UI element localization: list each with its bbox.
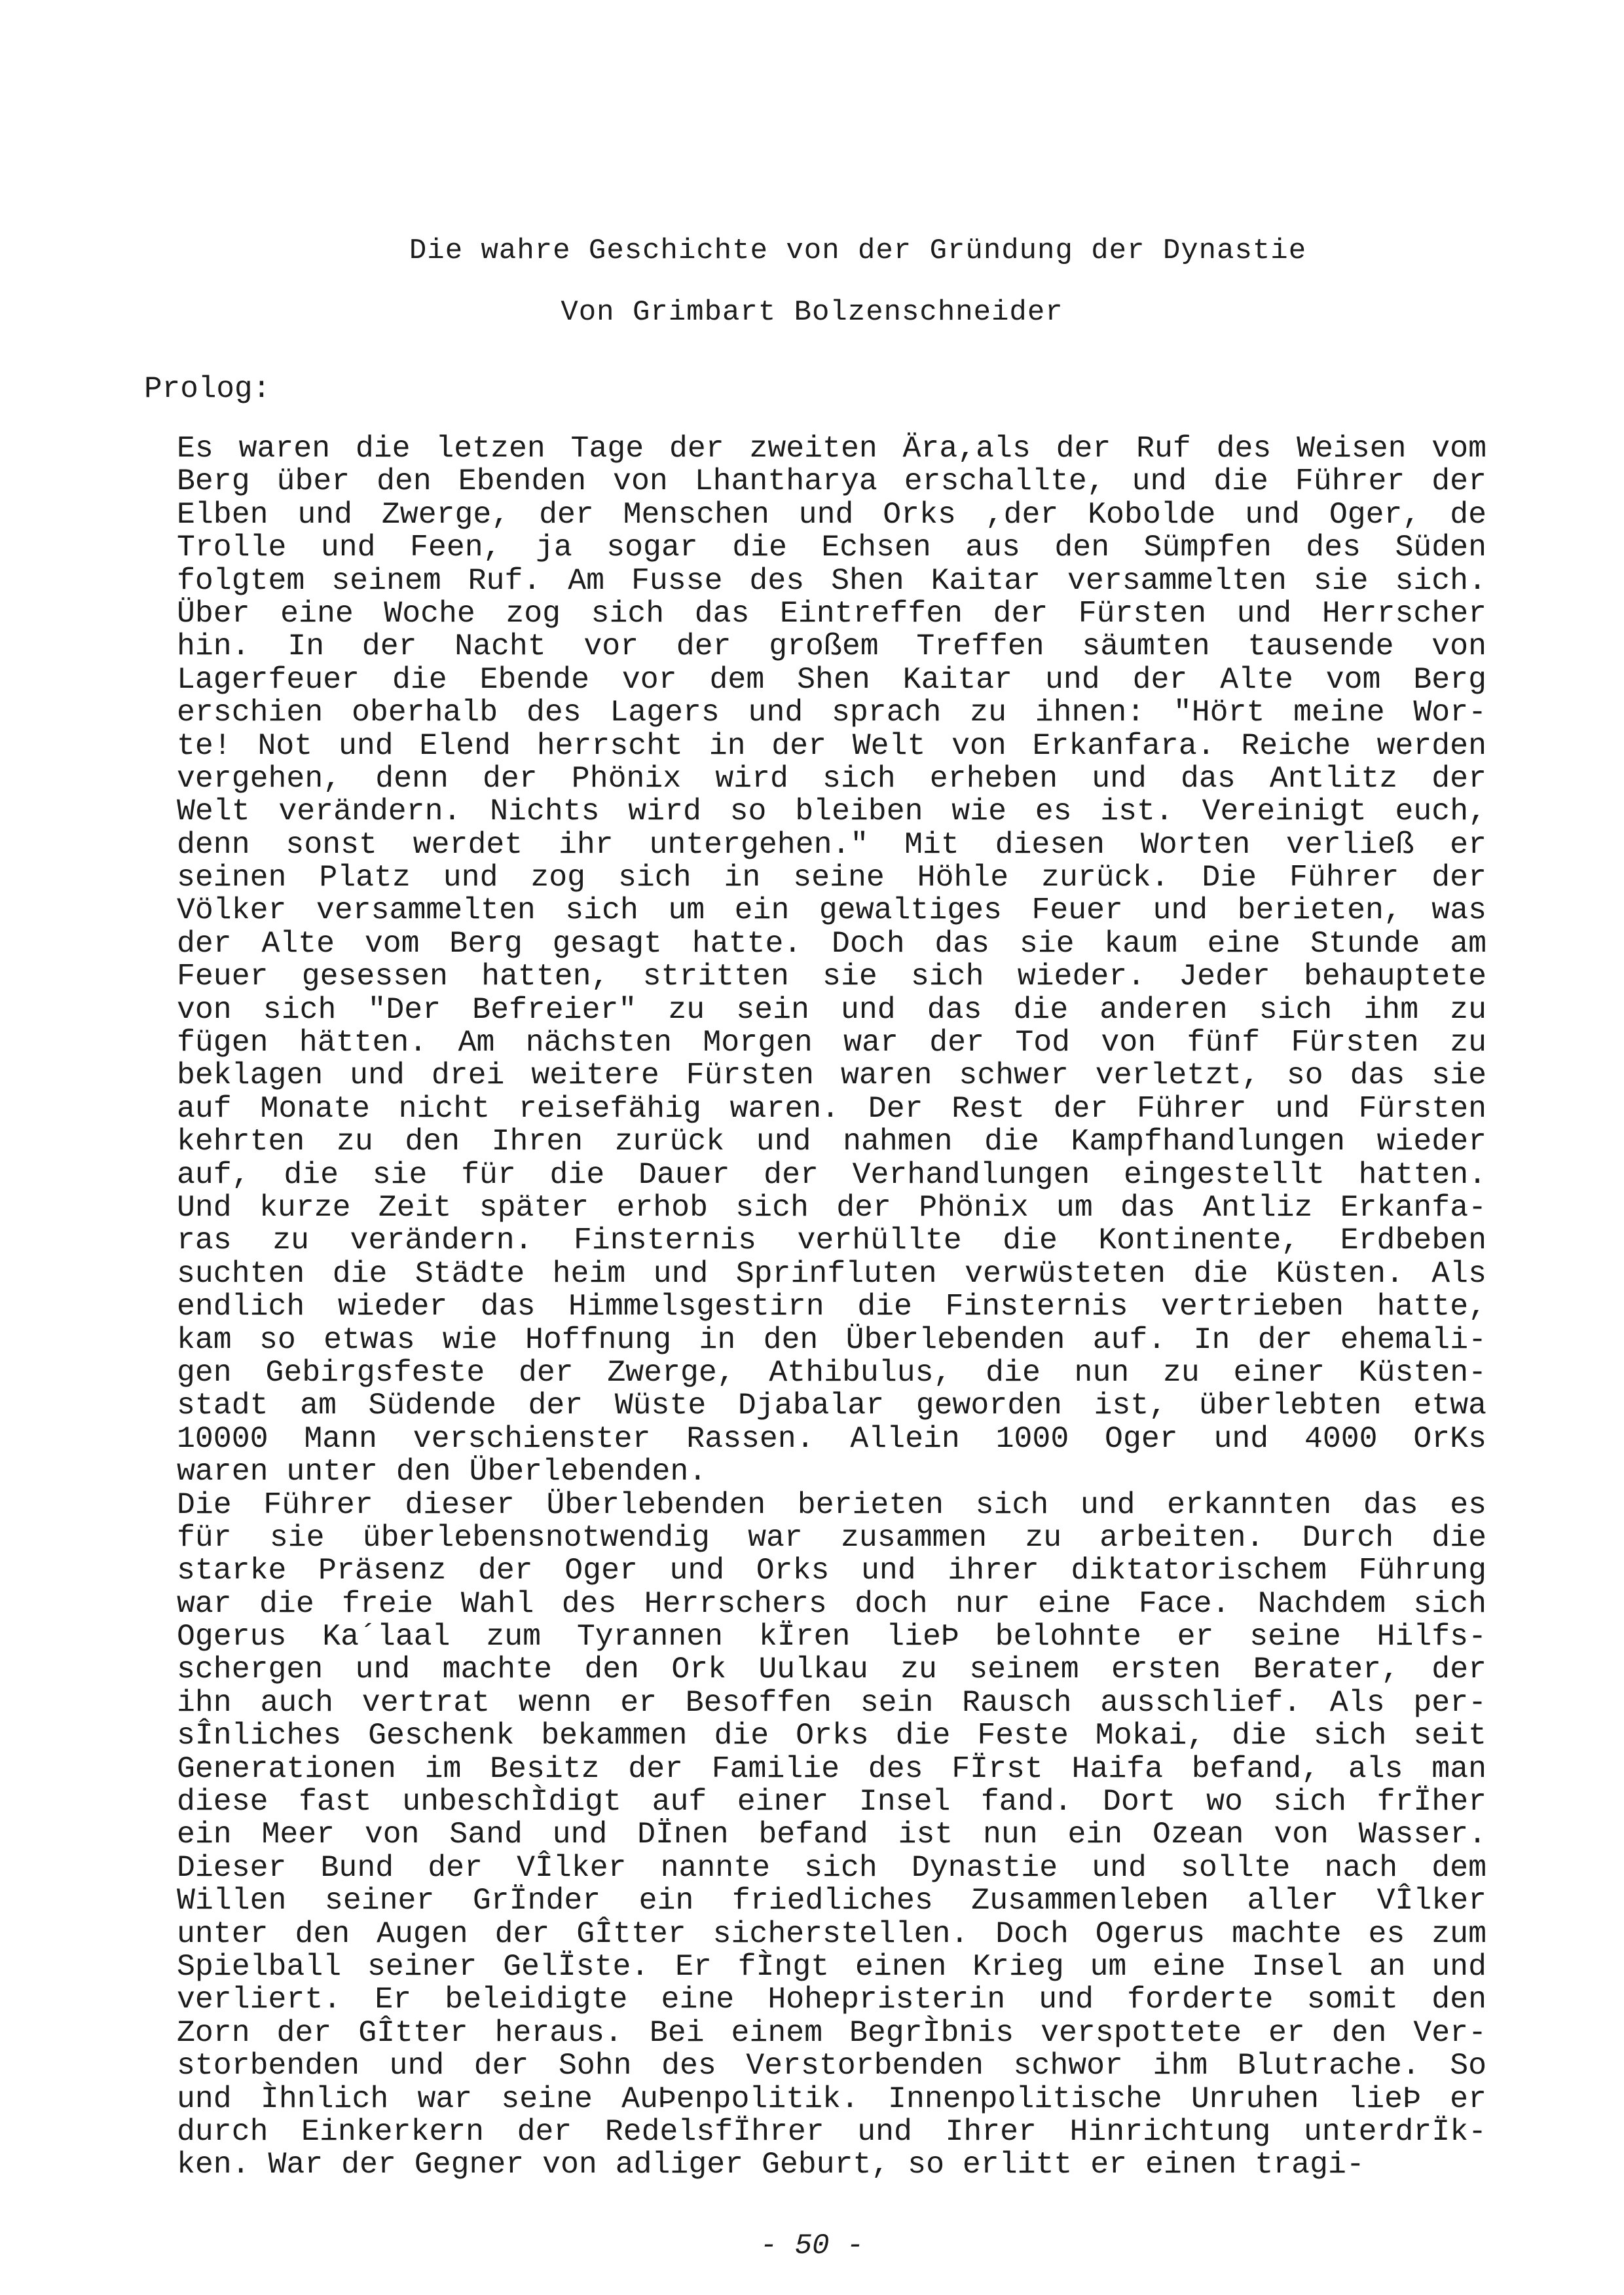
text-line: seinen Platz und zog sich in seine Höhle zurück. Die Führer der	[177, 860, 1486, 895]
text-line: stadt am Südende der Wüste Djabalar geworden ist, überlebten etwa	[177, 1388, 1486, 1423]
text-line: starke Präsenz der Oger und Orks und ihrer diktatorischem Führung	[177, 1553, 1486, 1588]
text-line: denn sonst werdet ihr untergehen." Mit diesen Worten verließ er	[177, 827, 1486, 862]
text-line: Dieser Bund der VÎlker nannte sich Dynastie und sollte nach dem	[177, 1850, 1486, 1885]
text-line: Zorn der GÎtter heraus. Bei einem BegrÌbnis verspottete er den Ver-	[177, 2015, 1486, 2050]
text-line: ihn auch vertrat wenn er Besoffen sein Rausch ausschlief. Als per-	[177, 1685, 1486, 1720]
body-text	[177, 432, 1486, 2182]
text-line: Lagerfeuer die Ebende vor dem Shen Kaitar und der Alte vom Berg	[177, 662, 1486, 697]
text-line: für sie überlebensnotwendig war zusammen zu arbeiten. Durch die	[177, 1520, 1486, 1555]
text-line: von sich "Der Befreier" zu sein und das die anderen sich ihm zu	[177, 992, 1486, 1027]
text-line: ken. War der Gegner von adliger Geburt, so erlitt er einen tragi-	[177, 2147, 1365, 2182]
text-line: endlich wieder das Himmelsgestirn die Finsternis vertrieben hatte,	[177, 1289, 1486, 1324]
text-line: vergehen, denn der Phönix wird sich erheben und das Antlitz der	[177, 760, 1486, 796]
text-line: te! Not und Elend herrscht in der Welt von Erkanfara. Reiche werden	[177, 728, 1486, 763]
page-number: - 50 -	[760, 2230, 864, 2262]
text-line: Über eine Woche zog sich das Eintreffen der Fürsten und Herrscher	[177, 595, 1486, 631]
document-author: Von Grimbart Bolzenschneider	[561, 296, 1063, 329]
text-line: beklagen und drei weitere Fürsten waren schwer verletzt, so das sie	[177, 1058, 1486, 1093]
text-line: Elben und Zwerge, der Menschen und Orks ,der Kobolde und Oger, de	[177, 496, 1486, 532]
text-line: Ogerus Ka´laal zum Tyrannen kÏren lieÞ belohnte er seine Hilfs-	[177, 1619, 1486, 1654]
text-line: Willen seiner GrÏnder ein friedliches Zusammenleben aller VÎlker	[177, 1883, 1486, 1918]
text-line: Berg über den Ebenden von Lhantharya erschallte, und die Führer der	[177, 464, 1486, 499]
text-line: schergen und machte den Ork Uulkau zu seinem ersten Berater, der	[177, 1652, 1486, 1687]
text-line: Generationen im Besitz der Familie des FÏrst Haifa befand, als man	[177, 1751, 1486, 1786]
text-line: unter den Augen der GÎtter sicherstellen. Doch Ogerus machte es zum	[177, 1916, 1486, 1951]
text-line: gen Gebirgsfeste der Zwerge, Athibulus, die nun zu einer Küsten-	[177, 1354, 1486, 1390]
text-line: Feuer gesessen hatten, stritten sie sich wieder. Jeder behauptete	[177, 959, 1486, 994]
text-line: kehrten zu den Ihren zurück und nahmen die Kampfhandlungen wieder	[177, 1124, 1486, 1159]
text-line: Spielball seiner GelÏste. Er fÌngt einen Krieg um eine Insel an und	[177, 1949, 1486, 1984]
text-line: durch Einkerkern der RedelsfÏhrer und Ihrer Hinrichtung unterdrÏk-	[177, 2114, 1486, 2149]
text-line: und Ìhnlich war seine AuÞenpolitik. Innenpolitische Unruhen lieÞ er	[177, 2081, 1486, 2116]
text-line: kam so etwas wie Hoffnung in den Überlebenden auf. In der ehemali-	[177, 1322, 1486, 1357]
text-line: folgtem seinem Ruf. Am Fusse des Shen Kaitar versammelten sie sich.	[177, 563, 1486, 598]
text-line: Die Führer dieser Überlebenden berieten sich und erkannten das es	[177, 1487, 1486, 1522]
text-line: fügen hätten. Am nächsten Morgen war der Tod von fünf Fürsten zu	[177, 1025, 1486, 1060]
text-line: Welt verändern. Nichts wird so bleiben wie es ist. Vereinigt euch,	[177, 794, 1486, 829]
text-line: storbenden und der Sohn des Verstorbenden schwor ihm Blutrache. So	[177, 2048, 1486, 2083]
text-line: verliert. Er beleidigte eine Hohepristerin und forderte somit den	[177, 1982, 1486, 2017]
text-line: 10000 Mann verschienster Rassen. Allein 1000 Oger und 4000 OrKs	[177, 1421, 1486, 1456]
text-line: ras zu verändern. Finsternis verhüllte die Kontinente, Erdbeben	[177, 1223, 1486, 1258]
text-line: suchten die Städte heim und Sprinfluten verwüsteten die Küsten. Als	[177, 1256, 1486, 1291]
text-line: ein Meer von Sand und DÏnen befand ist nun ein Ozean von Wasser.	[177, 1817, 1486, 1852]
text-line: sÎnliches Geschenk bekammen die Orks die Feste Mokai, die sich seit	[177, 1718, 1486, 1753]
text-line: auf Monate nicht reisefähig waren. Der Rest der Führer und Fürsten	[177, 1091, 1486, 1126]
text-line: Es waren die letzen Tage der zweiten Ära,als der Ruf des Weisen vom	[177, 431, 1486, 466]
document-title: Die wahre Geschichte von der Gründung der Dynastie	[409, 234, 1307, 267]
section-heading: Prolog:	[144, 372, 271, 406]
text-line: Und kurze Zeit später erhob sich der Phönix um das Antliz Erkanfa-	[177, 1189, 1486, 1225]
text-line: erschien oberhalb des Lagers und sprach zu ihnen: "Hört meine Wor-	[177, 695, 1486, 730]
text-line: Völker versammelten sich um ein gewaltiges Feuer und berieten, was	[177, 893, 1486, 928]
text-line: hin. In der Nacht vor der großem Treffen säumten tausende von	[177, 629, 1486, 664]
text-line: waren unter den Überlebenden.	[177, 1454, 707, 1489]
text-line: diese fast unbeschÌdigt auf einer Insel fand. Dort wo sich frÏher	[177, 1784, 1486, 1819]
text-line: der Alte vom Berg gesagt hatte. Doch das sie kaum eine Stunde am	[177, 925, 1486, 961]
text-line: Trolle und Feen, ja sogar die Echsen aus den Sümpfen des Süden	[177, 530, 1486, 565]
text-line: war die freie Wahl des Herrschers doch nur eine Face. Nachdem sich	[177, 1586, 1486, 1621]
text-line: auf, die sie für die Dauer der Verhandlungen eingestellt hatten.	[177, 1157, 1486, 1192]
